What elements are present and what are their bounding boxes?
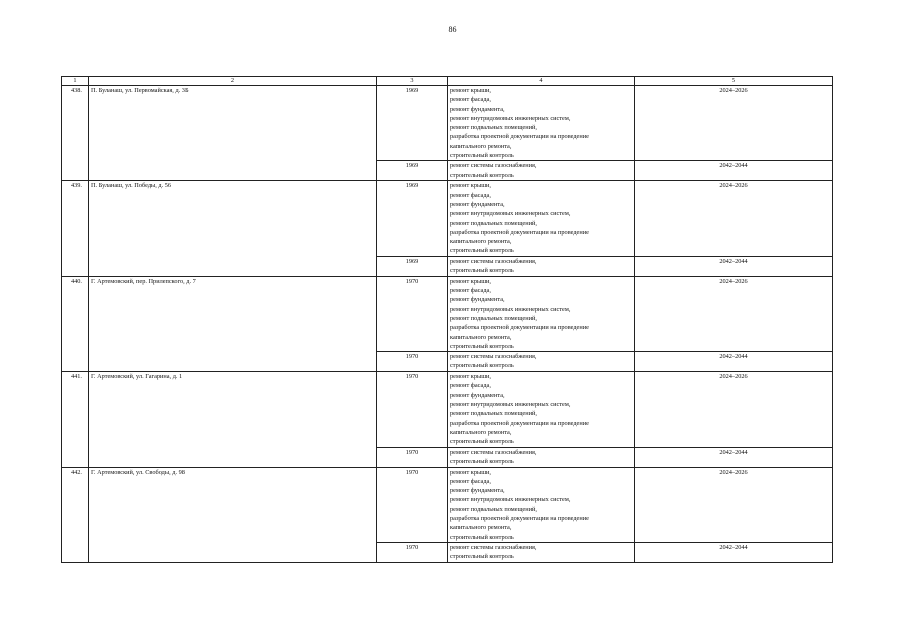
works-cell [448,276,635,351]
repair-period: 2024–2026 [635,181,833,256]
row-number: 439. [62,181,89,276]
repair-period: 2042–2044 [635,542,833,562]
header-cell: 5 [635,77,833,86]
work-item: разработка проектной документации на проведение [450,419,589,427]
header-cell: 4 [448,77,635,86]
work-item: ремонт крыши, [450,87,492,94]
work-item: ремонт фундамента, [450,296,505,304]
header-cell: 3 [377,77,448,86]
table-row [62,467,833,542]
build-year: 1969 [377,256,448,276]
build-year: 1970 [377,447,448,467]
work-item: ремонт фасада, [450,287,491,295]
works-cell [448,161,635,181]
works-cell [448,447,635,467]
repair-schedule-table [61,76,833,563]
work-item: ремонт фасада, [450,477,491,485]
row-number: 442. [62,467,89,562]
table-row [62,276,833,351]
header-cell: 1 [62,77,89,86]
work-item: ремонт подвальных помещений, [450,314,537,322]
table-header-row [62,77,833,86]
work-item: ремонт фасада, [450,96,491,104]
work-item: разработка проектной документации на проведение [450,324,589,332]
repair-period: 2042–2044 [635,352,833,372]
work-item: ремонт крыши, [450,277,492,285]
work-item: строительный контроль [450,171,514,179]
work-item: капитального ремонта, [450,142,512,150]
build-year: 1969 [377,161,448,181]
build-year: 1969 [377,181,448,256]
repair-period: 2042–2044 [635,447,833,467]
work-item: ремонт фундамента, [450,391,505,399]
address-cell: П. Буланаш, ул. Первомайская, д. 3Б [89,86,377,181]
work-item: ремонт внутридомовых инженерных систем, [450,305,571,313]
works-cell [448,86,635,161]
work-item: ремонт внутридомовых инженерных систем, [450,401,571,409]
work-item: ремонт системы газоснабжения, [450,543,537,551]
work-item: ремонт фасада, [450,382,491,390]
works-cell [448,256,635,276]
work-item: ремонт фундамента, [450,105,505,113]
work-item: капитального ремонта, [450,238,512,246]
repair-period: 2024–2026 [635,276,833,351]
header-cell: 2 [89,77,377,86]
row-number: 440. [62,276,89,371]
table-row [62,372,833,447]
build-year: 1969 [377,86,448,161]
work-item: ремонт подвальных помещений, [450,505,537,513]
build-year: 1970 [377,542,448,562]
table-row [62,86,833,161]
work-item: ремонт системы газоснабжения, [450,353,537,361]
build-year: 1970 [377,467,448,542]
work-item: ремонт подвальных помещений, [450,219,537,227]
work-item: строительный контроль [450,553,514,561]
repair-period: 2024–2026 [635,467,833,542]
work-item: капитального ремонта, [450,428,512,436]
work-item: ремонт внутридомовых инженерных систем, [450,496,571,504]
work-item: строительный контроль [450,362,514,370]
build-year: 1970 [377,276,448,351]
works-cell [448,352,635,372]
works-cell [448,467,635,542]
repair-period: 2024–2026 [635,372,833,447]
work-item: строительный контроль [450,152,514,160]
row-number: 438. [62,86,89,181]
repair-period: 2042–2044 [635,161,833,181]
page-number: 86 [448,25,457,34]
work-item: разработка проектной документации на проведение [450,228,589,236]
work-item: ремонт крыши, [450,468,492,476]
work-item: ремонт фундамента, [450,487,505,495]
work-item: ремонт подвальных помещений, [450,124,537,132]
works-cell [448,372,635,447]
work-item: строительный контроль [450,342,514,350]
work-item: строительный контроль [450,533,514,541]
address-cell: Г. Артемовский, ул. Гагарина, д. 1 [89,372,377,467]
repair-period: 2024–2026 [635,86,833,161]
work-item: капитального ремонта, [450,333,512,341]
work-item: ремонт крыши, [450,373,492,381]
address-cell: П. Буланаш, ул. Победы, д. 56 [89,181,377,276]
work-item: ремонт системы газоснабжения, [450,257,537,265]
work-item: строительный контроль [450,438,514,446]
work-item: ремонт фасада, [450,191,491,199]
work-item: ремонт крыши, [450,182,492,190]
work-item: разработка проектной документации на проведение [450,514,589,522]
build-year: 1970 [377,372,448,447]
address-cell: Г. Артемовский, ул. Свободы, д. 98 [89,467,377,562]
row-number: 441. [62,372,89,467]
work-item: ремонт внутридомовых инженерных систем, [450,210,571,218]
repair-period: 2042–2044 [635,256,833,276]
work-item: строительный контроль [450,457,514,465]
work-item: ремонт фундамента, [450,200,505,208]
work-item: строительный контроль [450,247,514,255]
work-item: строительный контроль [450,267,514,275]
work-item: ремонт системы газоснабжения, [450,448,537,456]
table-row [62,181,833,256]
work-item: разработка проектной документации на проведение [450,133,589,141]
address-cell: Г. Артемовский, пер. Прилепского, д. 7 [89,276,377,371]
build-year: 1970 [377,352,448,372]
works-cell [448,181,635,256]
work-item: ремонт подвальных помещений, [450,410,537,418]
work-item: ремонт системы газоснабжения, [450,162,537,170]
work-item: ремонт внутридомовых инженерных систем, [450,114,571,122]
works-cell [448,542,635,562]
work-item: капитального ремонта, [450,524,512,532]
